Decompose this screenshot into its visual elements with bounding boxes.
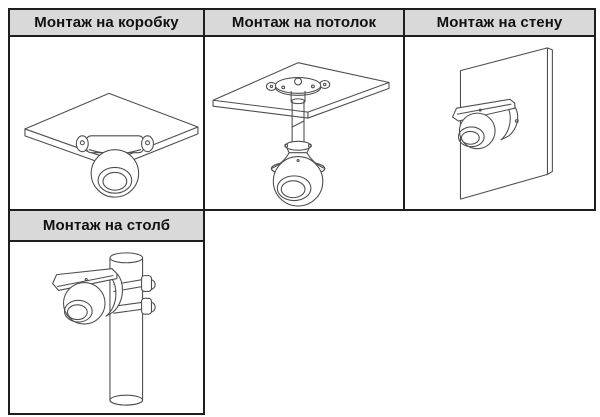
illustration-cell-box-mount <box>8 35 205 211</box>
header-cell-wall-mount <box>403 8 596 37</box>
ceiling-mount-illustration <box>206 38 402 208</box>
illustration-cell-ceiling-mount <box>203 35 405 211</box>
pole-mount-illustration <box>11 243 202 412</box>
illustration-cell-pole-mount <box>8 240 205 415</box>
section-title-box-mount: Монтаж на коробку <box>34 14 179 31</box>
illustration-cell-wall-mount <box>403 35 596 211</box>
section-title-pole-mount: Монтаж на столб <box>42 217 171 234</box>
header-cell-box-mount <box>8 8 205 37</box>
header-cell-ceiling-mount <box>203 8 405 37</box>
section-title-wall-mount: Монтаж на стену <box>436 14 563 31</box>
wall-mount-illustration <box>406 38 593 208</box>
header-cell-pole-mount <box>8 209 205 242</box>
box-mount-illustration <box>11 38 202 208</box>
section-title-ceiling-mount: Монтаж на потолок <box>231 14 377 31</box>
